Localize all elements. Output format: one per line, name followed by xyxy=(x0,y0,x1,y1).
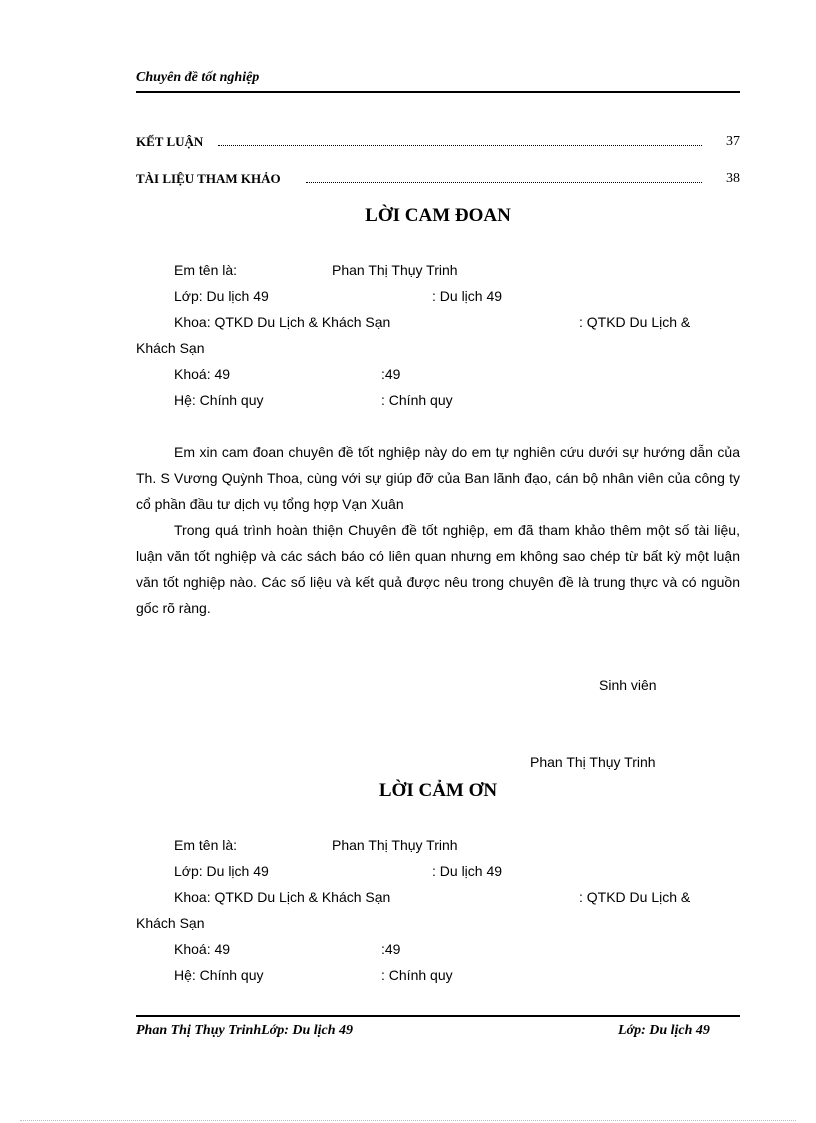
toc-page-number: 38 xyxy=(726,171,740,186)
section-heading-cam-on: LỜI CẢM ƠN xyxy=(378,780,498,801)
toc-label: KẾT LUẬN xyxy=(136,134,204,149)
faculty-label: Khoa: QTKD Du Lịch & Khách Sạn xyxy=(174,889,391,905)
course-value: :49 xyxy=(381,941,401,957)
toc-row xyxy=(136,171,740,191)
declaration-paragraph: Em xin cam đoan chuyên đề tốt nghiệp này do em tự nghiên cứu dưới sự hướng dẫn của Th. S Vương Quỳnh Thoa, cùng với sự giúp đỡ của Ban lãnh đạo, cán bộ nhân viên của công ty cổ phần đầu tư dịch vụ tổng hợp Vạn Xuân xyxy=(136,444,740,512)
class-value: : Du lịch 49 xyxy=(432,288,503,304)
name-label: Em tên là: xyxy=(174,837,238,853)
course-value: :49 xyxy=(381,366,401,382)
footer-author: Phan Thị Thụy TrinhLớp: Du lịch 49 xyxy=(136,1023,354,1038)
system-label: Hệ: Chính quy xyxy=(174,392,264,408)
toc-dot-leader xyxy=(306,182,702,183)
name-value: Phan Thị Thụy Trinh xyxy=(332,837,458,853)
faculty-value-wrap: Khách Sạn xyxy=(136,915,205,931)
page-header-title: Chuyên đề tốt nghiệp xyxy=(136,70,260,85)
system-value: : Chính quy xyxy=(381,967,453,983)
header-rule xyxy=(136,91,740,93)
page-edge-divider xyxy=(20,1120,796,1121)
footer-rule xyxy=(136,1015,740,1017)
faculty-value: : QTKD Du Lịch & xyxy=(579,889,691,905)
toc-label: TÀI LIỆU THAM KHẢO xyxy=(136,171,281,186)
declaration-paragraph: Trong quá trình hoàn thiện Chuyên đề tốt nghiệp, em đã tham khảo thêm một số tài liệu, luận văn tốt nghiệp và các sách báo có liên quan nhưng em không sao chép từ bất kỳ một luận văn tốt nghiệp nào. Các số liệu và kết quả được nêu trong chuyên đề là trung thực và có nguồn gốc rõ ràng. xyxy=(136,522,740,616)
class-label: Lớp: Du lịch 49 xyxy=(174,288,269,304)
faculty-value-wrap: Khách Sạn xyxy=(136,340,205,356)
toc-page-number: 37 xyxy=(726,134,740,149)
toc-row xyxy=(136,134,740,154)
name-label: Em tên là: xyxy=(174,262,238,278)
section-heading-cam-doan: LỜI CAM ĐOAN xyxy=(365,205,511,226)
signature-title: Sinh viên xyxy=(599,677,657,693)
course-label: Khoá: 49 xyxy=(174,941,231,957)
system-label: Hệ: Chính quy xyxy=(174,967,264,983)
class-value: : Du lịch 49 xyxy=(432,863,503,879)
footer-class: Lớp: Du lịch 49 xyxy=(618,1023,710,1038)
toc-dot-leader xyxy=(218,145,702,146)
system-value: : Chính quy xyxy=(381,392,453,408)
course-label: Khoá: 49 xyxy=(174,366,231,382)
faculty-value: : QTKD Du Lịch & xyxy=(579,314,691,330)
class-label: Lớp: Du lịch 49 xyxy=(174,863,269,879)
name-value: Phan Thị Thụy Trinh xyxy=(332,262,458,278)
faculty-label: Khoa: QTKD Du Lịch & Khách Sạn xyxy=(174,314,391,330)
signature-name: Phan Thị Thụy Trinh xyxy=(530,754,656,770)
